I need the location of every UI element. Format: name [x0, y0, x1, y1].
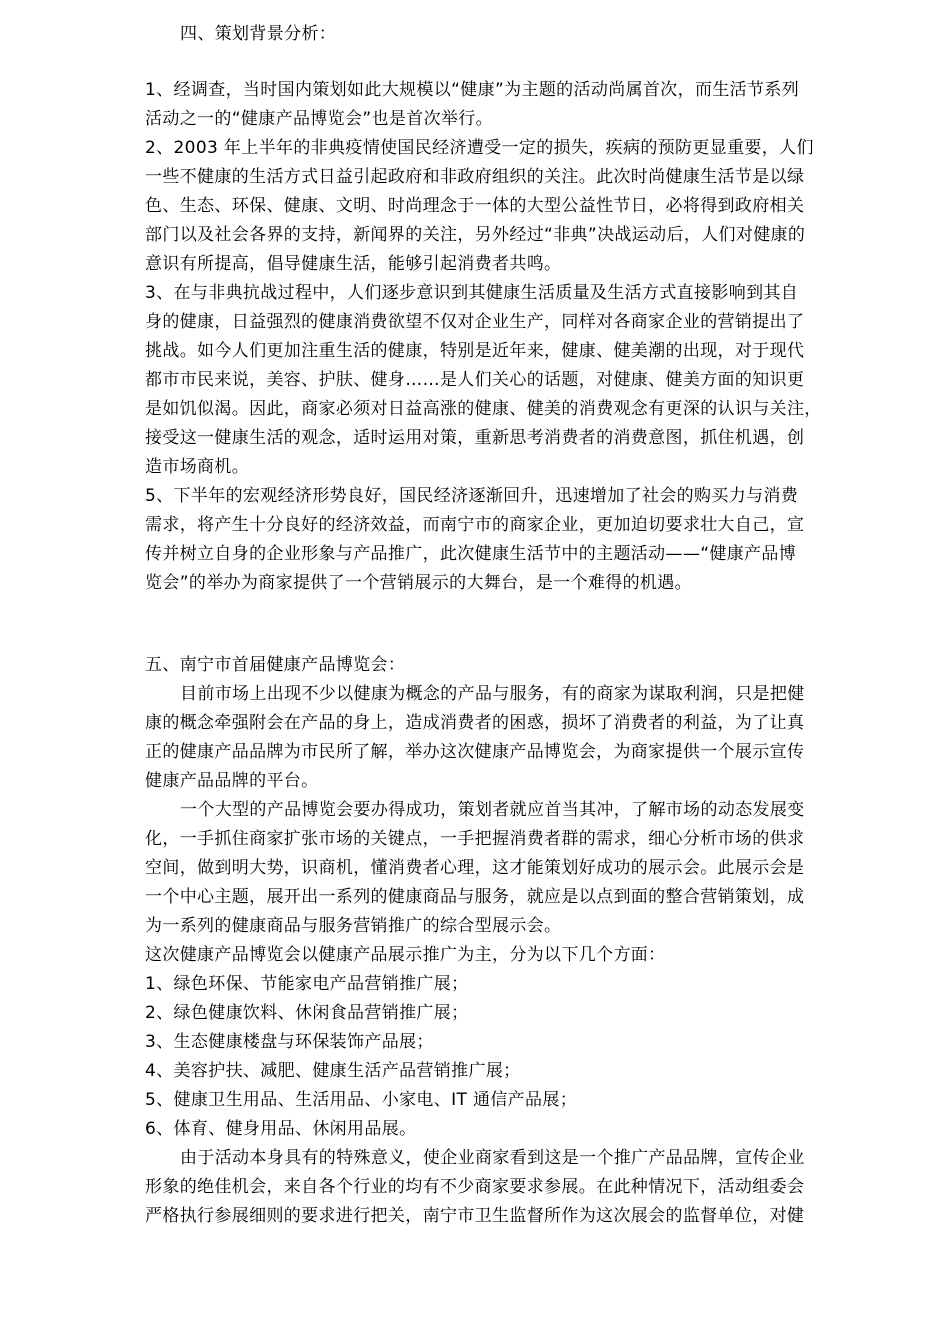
section5-list-item: 1、绿色环保、节能家电产品营销推广展；: [145, 974, 469, 994]
section4-p3-line: 挑战。如今人们更加注重生活的健康，特别是近年来，健康、健美潮的出现，对于现代: [145, 341, 805, 361]
section5-p2-line: 一个大型的产品博览会要办得成功，策划者就应首当其冲，了解市场的动态发展变: [180, 800, 805, 820]
section4-p2-line: 2、2003 年上半年的非典疫情使国民经济遭受一定的损失，疾病的预防更显重要，人们: [145, 138, 814, 158]
section5-list-item: 6、体育、健身用品、休闲用品展。: [145, 1119, 417, 1139]
section4-p5-line: 传并树立自身的企业形象与产品推广，此次健康生活节中的主题活动——“健康产品博: [145, 544, 797, 564]
section4-p3-line: 都市市民来说，美容、护肤、健身……是人们关心的话题，对健康、健美方面的知识更: [145, 370, 805, 390]
section5-list-item: 3、生态健康楼盘与环保装饰产品展；: [145, 1032, 434, 1052]
section5-p2-line: 空间，做到明大势，识商机，懂消费者心理，这才能策划好成功的展示会。此展示会是: [145, 858, 805, 878]
section5-p1-line: 目前市场上出现不少以健康为概念的产品与服务，有的商家为谋取利润，只是把健: [180, 684, 805, 704]
section4-p3-line: 是如饥似渴。因此，商家必须对日益高涨的健康、健美的消费观念有更深的认识与关注，: [145, 399, 822, 419]
section4-p5-line: 览会”的举办为商家提供了一个营销展示的大舞台，是一个难得的机遇。: [145, 573, 693, 593]
section4-p3-line: 3、在与非典抗战过程中，人们逐步意识到其健康生活质量及生活方式直接影响到其自: [145, 283, 799, 303]
section4-p2-line: 色、生态、环保、健康、文明、时尚理念于一体的大型公益性节日，必将得到政府相关: [145, 196, 805, 216]
section4-heading: 四、策划背景分析：: [180, 24, 337, 44]
section4-p2-line: 意识有所提高，倡导健康生活，能够引起消费者共鸣。: [145, 254, 562, 274]
section5-p2-line: 为一系列的健康商品与服务营销推广的综合型展示会。: [145, 916, 562, 936]
section4-p3-line: 身的健康，日益强烈的健康消费欲望不仅对企业生产，同样对各商家企业的营销提出了: [145, 312, 805, 332]
section4-p2-line: 一些不健康的生活方式日益引起政府和非政府组织的关注。此次时尚健康生活节是以绿: [145, 167, 805, 187]
section4-p3-line: 造市场商机。: [145, 457, 250, 477]
section5-list-item: 4、美容护扶、减肥、健康生活产品营销推广展；: [145, 1061, 521, 1081]
section4-p5-line: 需求，将产生十分良好的经济效益，而南宁市的商家企业，更加迫切要求壮大自己，宣: [145, 515, 805, 535]
section5-p3-line: 形象的绝佳机会，来自各个行业的均有不少商家要求参展。在此种情况下，活动组委会: [145, 1177, 805, 1197]
section4-p5-line: 5、下半年的宏观经济形势良好，国民经济逐渐回升，迅速增加了社会的购买力与消费: [145, 486, 799, 506]
section5-heading: 五、南宁市首届健康产品博览会：: [145, 655, 406, 675]
section4-p2-line: 部门以及社会各界的支持，新闻界的关注，另外经过“非典”决战运动后，人们对健康的: [145, 225, 806, 245]
section5-p1-line: 健康产品品牌的平台。: [145, 771, 319, 791]
section4-p1-line: 活动之一的“健康产品博览会”也是首次举行。: [145, 109, 493, 129]
section5-p2-line: 化，一手抓住商家扩张市场的关键点，一手把握消费者群的需求，细心分析市场的供求: [145, 829, 805, 849]
section4-p3-line: 接受这一健康生活的观念，适时运用对策，重新思考消费者的消费意图，抓住机遇，创: [145, 428, 805, 448]
section5-p1-line: 康的概念牵强附会在产品的身上，造成消费者的困惑，损坏了消费者的利益，为了让真: [145, 713, 805, 733]
section5-p1-line: 正的健康产品品牌为市民所了解，举办这次健康产品博览会，为商家提供一个展示宣传: [145, 742, 805, 762]
section5-p3-line: 严格执行参展细则的要求进行把关，南宁市卫生监督所作为这次展会的监督单位，对健: [145, 1206, 805, 1226]
section5-list-item: 5、健康卫生用品、生活用品、小家电、IT 通信产品展；: [145, 1090, 578, 1110]
section5-list-item: 2、绿色健康饮料、休闲食品营销推广展；: [145, 1003, 469, 1023]
section4-p1-line: 1、经调查，当时国内策划如此大规模以“健康”为主题的活动尚属首次，而生活节系列: [145, 80, 800, 100]
section5-p2-line: 一个中心主题，展开出一系列的健康商品与服务，就应是以点到面的整合营销策划，成: [145, 887, 805, 907]
section5-intro: 这次健康产品博览会以健康产品展示推广为主，分为以下几个方面：: [145, 945, 666, 965]
section5-p3-line: 由于活动本身具有的特殊意义，使企业商家看到这是一个推广产品品牌，宣传企业: [180, 1148, 805, 1168]
